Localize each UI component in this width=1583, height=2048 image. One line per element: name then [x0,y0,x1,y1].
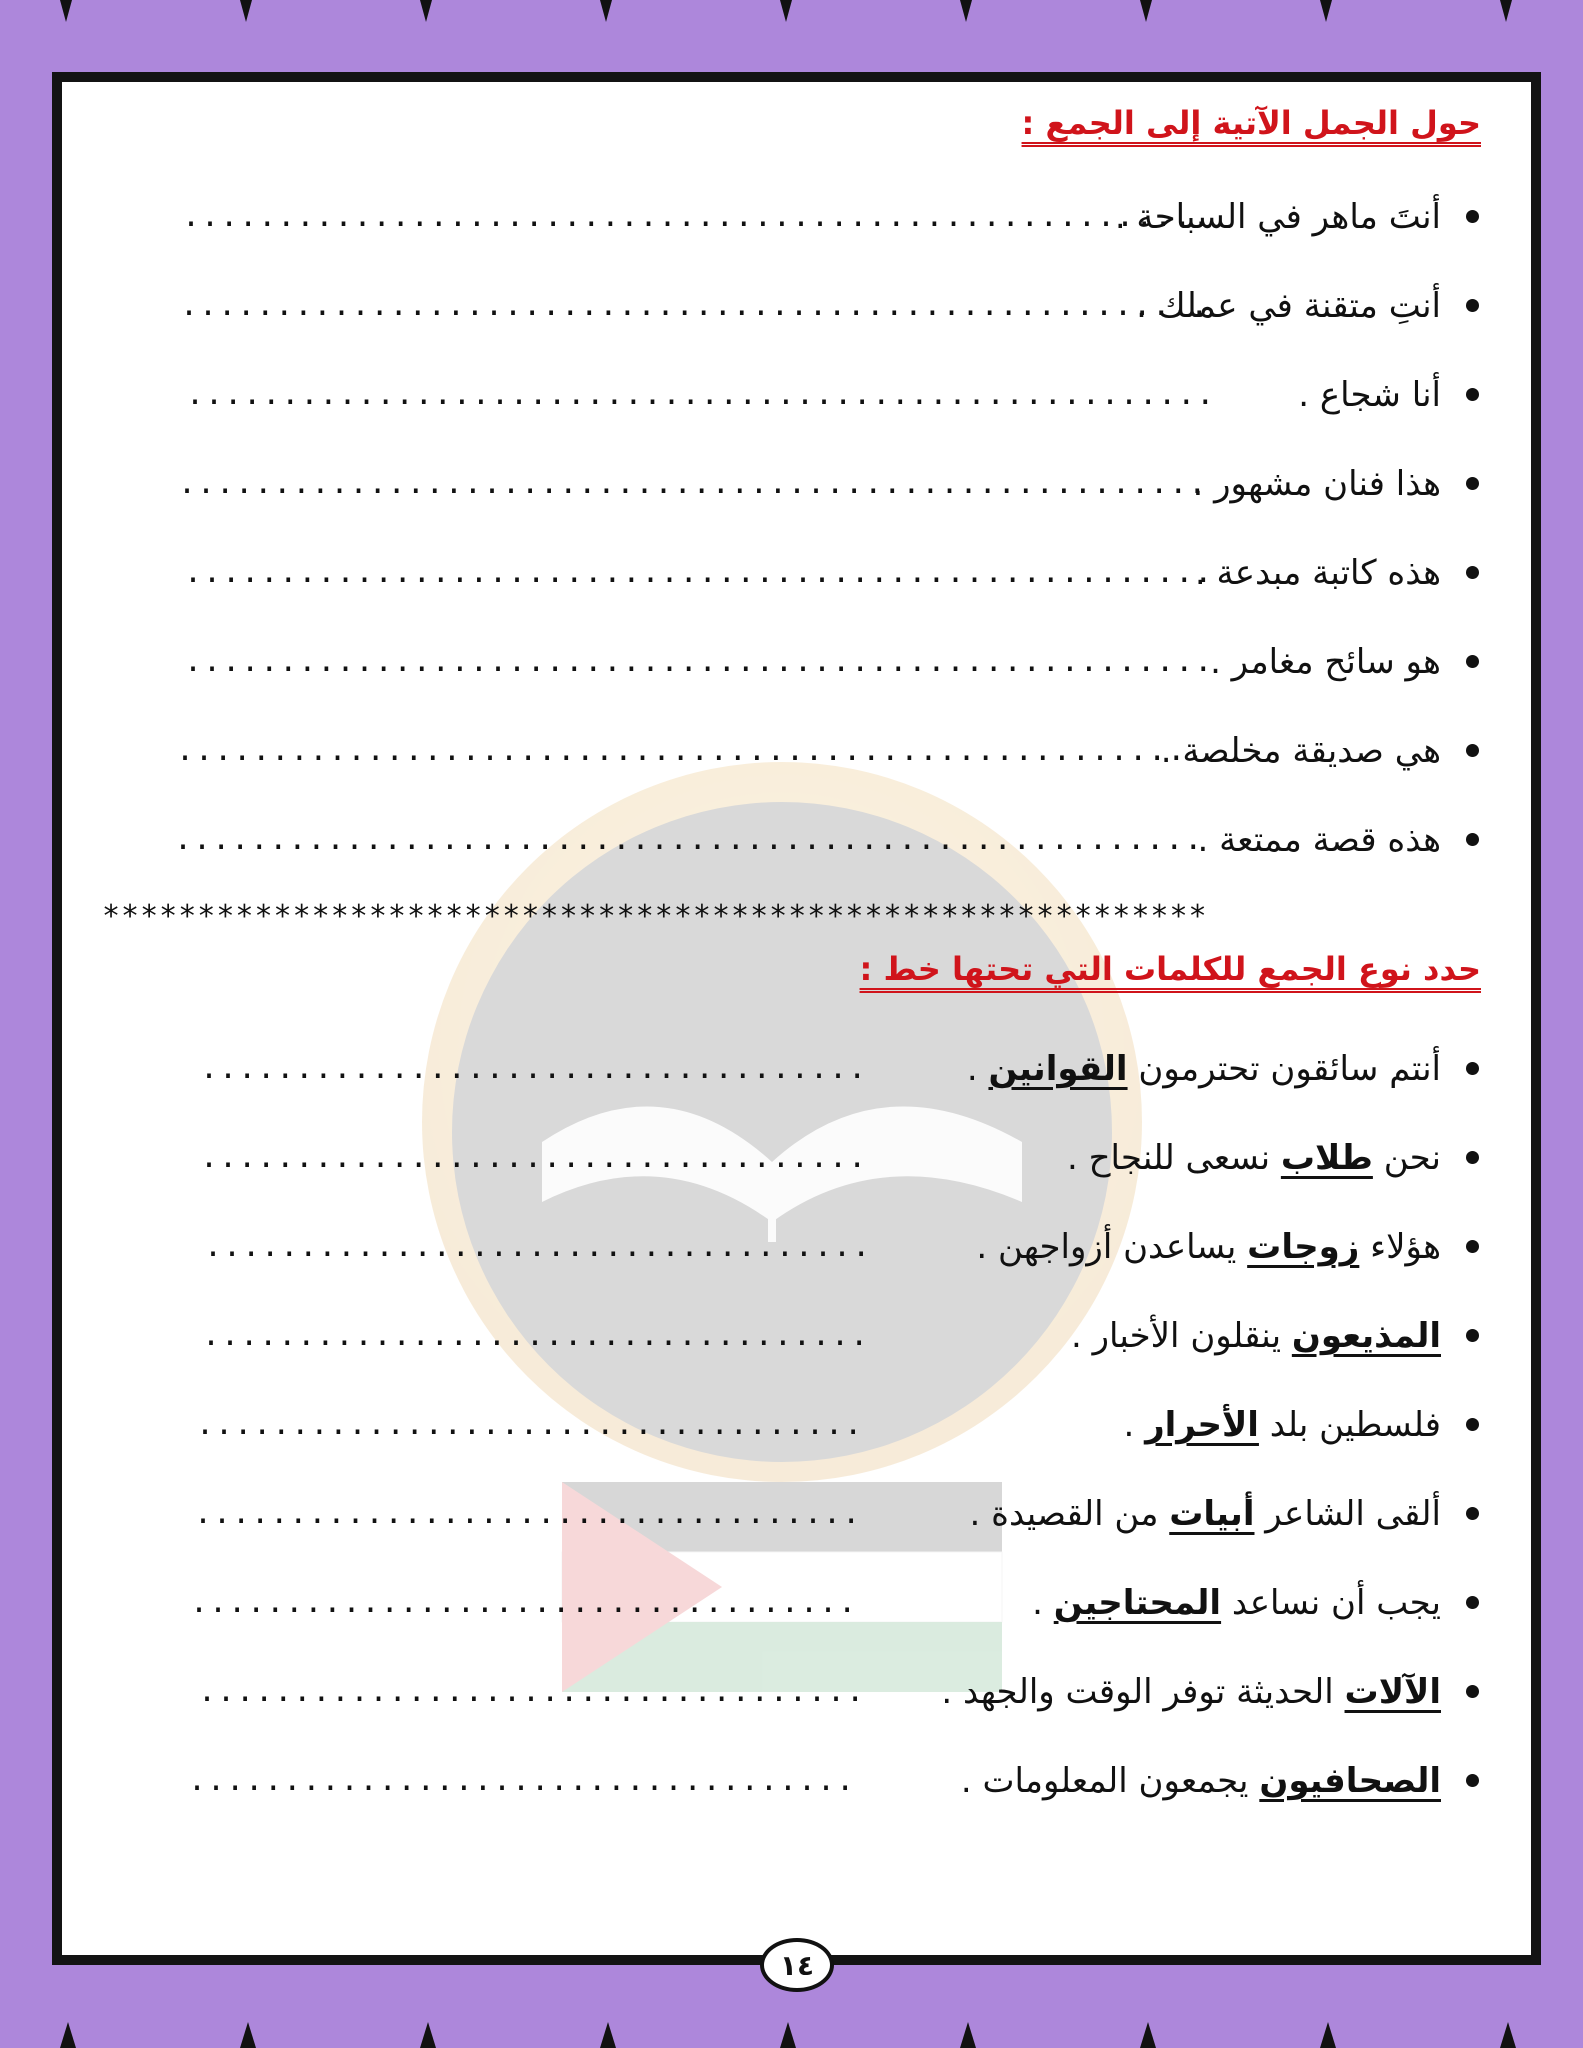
section2-heading: حدد نوع الجمع للكلمات التي تحتها خط : [859,950,1481,988]
underlined-word: زوجات [1247,1227,1360,1267]
bullet-icon [1466,1329,1479,1342]
list-item [62,726,1531,786]
answer-blank[interactable]: ................................... [204,1229,872,1264]
sentence-text [967,1044,1441,1094]
list-item [62,1222,1531,1282]
underlined-word: الآلات [1344,1672,1441,1712]
sentence-text [961,1756,1441,1806]
list-item [62,815,1531,875]
answer-blank[interactable]: ...................................................... [176,733,1206,768]
answer-blank[interactable]: ................................... [198,1674,866,1709]
sentence-text: هذه قصة ممتعة . [1197,820,1441,860]
bullet-icon [1466,1596,1479,1609]
answer-blank[interactable]: ...................................................... [184,644,1214,679]
list-item [62,1311,1531,1371]
list-item [62,1400,1531,1460]
bullet-icon [1466,388,1479,401]
bullet-icon [1466,299,1479,312]
answer-blank[interactable]: ...................................................... [186,377,1216,412]
sentence-part: نحن [1372,1138,1441,1178]
sentence-part: . [1123,1405,1146,1445]
sentence-text: أنا شجاع . [1298,375,1441,415]
answer-blank[interactable]: ...................................................... [178,466,1208,501]
list-item [62,548,1531,608]
bullet-icon [1466,477,1479,490]
sentence-text: هو سائح مغامر . [1210,642,1441,682]
bullet-icon [1466,1685,1479,1698]
underlined-word: الصحافيون [1259,1761,1441,1801]
answer-blank[interactable]: ................................... [202,1318,870,1353]
bullet-icon [1466,1507,1479,1520]
answer-blank[interactable]: ...................................................... [174,822,1204,857]
sentence-part: يساعدن أزواجهن . [976,1227,1248,1267]
bullet-icon [1466,566,1479,579]
sentence-text: هذه كاتبة مبدعة . [1194,553,1441,593]
sentence-text: أنتَ ماهر في السباحة . [1114,197,1441,237]
underlined-word: طلاب [1280,1138,1373,1178]
bullet-icon [1466,833,1479,846]
underlined-word: المذيعون [1291,1316,1441,1356]
list-item [62,459,1531,519]
top-border-pattern [0,0,1583,60]
page-number: ١٤ [760,1938,834,1992]
worksheet-page [52,72,1541,1965]
section1-heading: حول الجمل الآتية إلى الجمع : [1021,104,1481,142]
answer-blank[interactable]: ...................................................... [180,288,1210,323]
bullet-icon [1466,1240,1479,1253]
list-item [62,1667,1531,1727]
list-item [62,281,1531,341]
sentence-part: . [1032,1583,1054,1623]
answer-blank[interactable]: ................................... [188,1763,856,1798]
underlined-word: الأحرار [1145,1405,1259,1445]
sentence-text: هي صديقة مخلصة . [1160,731,1441,771]
sentence-part: . [966,1049,989,1089]
sentence-part: الحديثة توفر الوقت والجهد . [941,1672,1345,1712]
underlined-word: المحتاجين [1053,1583,1222,1623]
answer-blank[interactable]: ................................... [200,1051,868,1086]
bullet-icon [1466,1418,1479,1431]
section-separator: ********************************************************** [102,899,1208,934]
list-item [62,1044,1531,1104]
sentence-text [976,1222,1441,1272]
bullet-icon [1466,655,1479,668]
sentence-part: ينقلون الأخبار . [1071,1316,1292,1356]
sentence-part: هؤلاء [1359,1227,1441,1267]
bottom-border-pattern [0,1988,1583,2048]
underlined-word: أبيات [1169,1494,1255,1534]
list-item [62,1756,1531,1816]
answer-blank[interactable]: ................................... [194,1496,862,1531]
sentence-part: يجمعون المعلومات . [960,1761,1260,1801]
list-item [62,192,1531,252]
bullet-icon [1466,1774,1479,1787]
bullet-icon [1466,1062,1479,1075]
list-item [62,637,1531,697]
answer-blank[interactable]: ...................................................... [182,199,1212,234]
sentence-part: من القصيدة . [969,1494,1170,1534]
answer-blank[interactable]: ...................................................... [184,555,1214,590]
sentence-text: هذا فنان مشهور . [1192,464,1441,504]
sentence-text [1067,1133,1441,1183]
answer-blank[interactable]: ................................... [196,1407,864,1442]
list-item [62,1489,1531,1549]
worksheet-content [62,82,1531,1955]
list-item [62,1133,1531,1193]
sentence-text [1123,1400,1441,1450]
answer-blank[interactable]: ................................... [200,1140,868,1175]
sentence-part: نسعى للنجاح . [1066,1138,1281,1178]
sentence-text [1032,1578,1441,1628]
sentence-text [1071,1311,1441,1361]
bullet-icon [1466,1151,1479,1164]
underlined-word: القوانين [988,1049,1128,1089]
list-item [62,370,1531,430]
sentence-part: فلسطين بلد [1258,1405,1441,1445]
sentence-text: أنتِ متقنة في عملك . [1136,286,1441,326]
sentence-part: أنتم سائقون تحترمون [1127,1049,1441,1089]
list-item [62,1578,1531,1638]
sentence-text [941,1667,1441,1717]
sentence-part: يجب أن نساعد [1221,1583,1441,1623]
sentence-part: ألقى الشاعر [1254,1494,1441,1534]
bullet-icon [1466,744,1479,757]
bullet-icon [1466,210,1479,223]
sentence-text [970,1489,1441,1539]
answer-blank[interactable]: ................................... [190,1585,858,1620]
